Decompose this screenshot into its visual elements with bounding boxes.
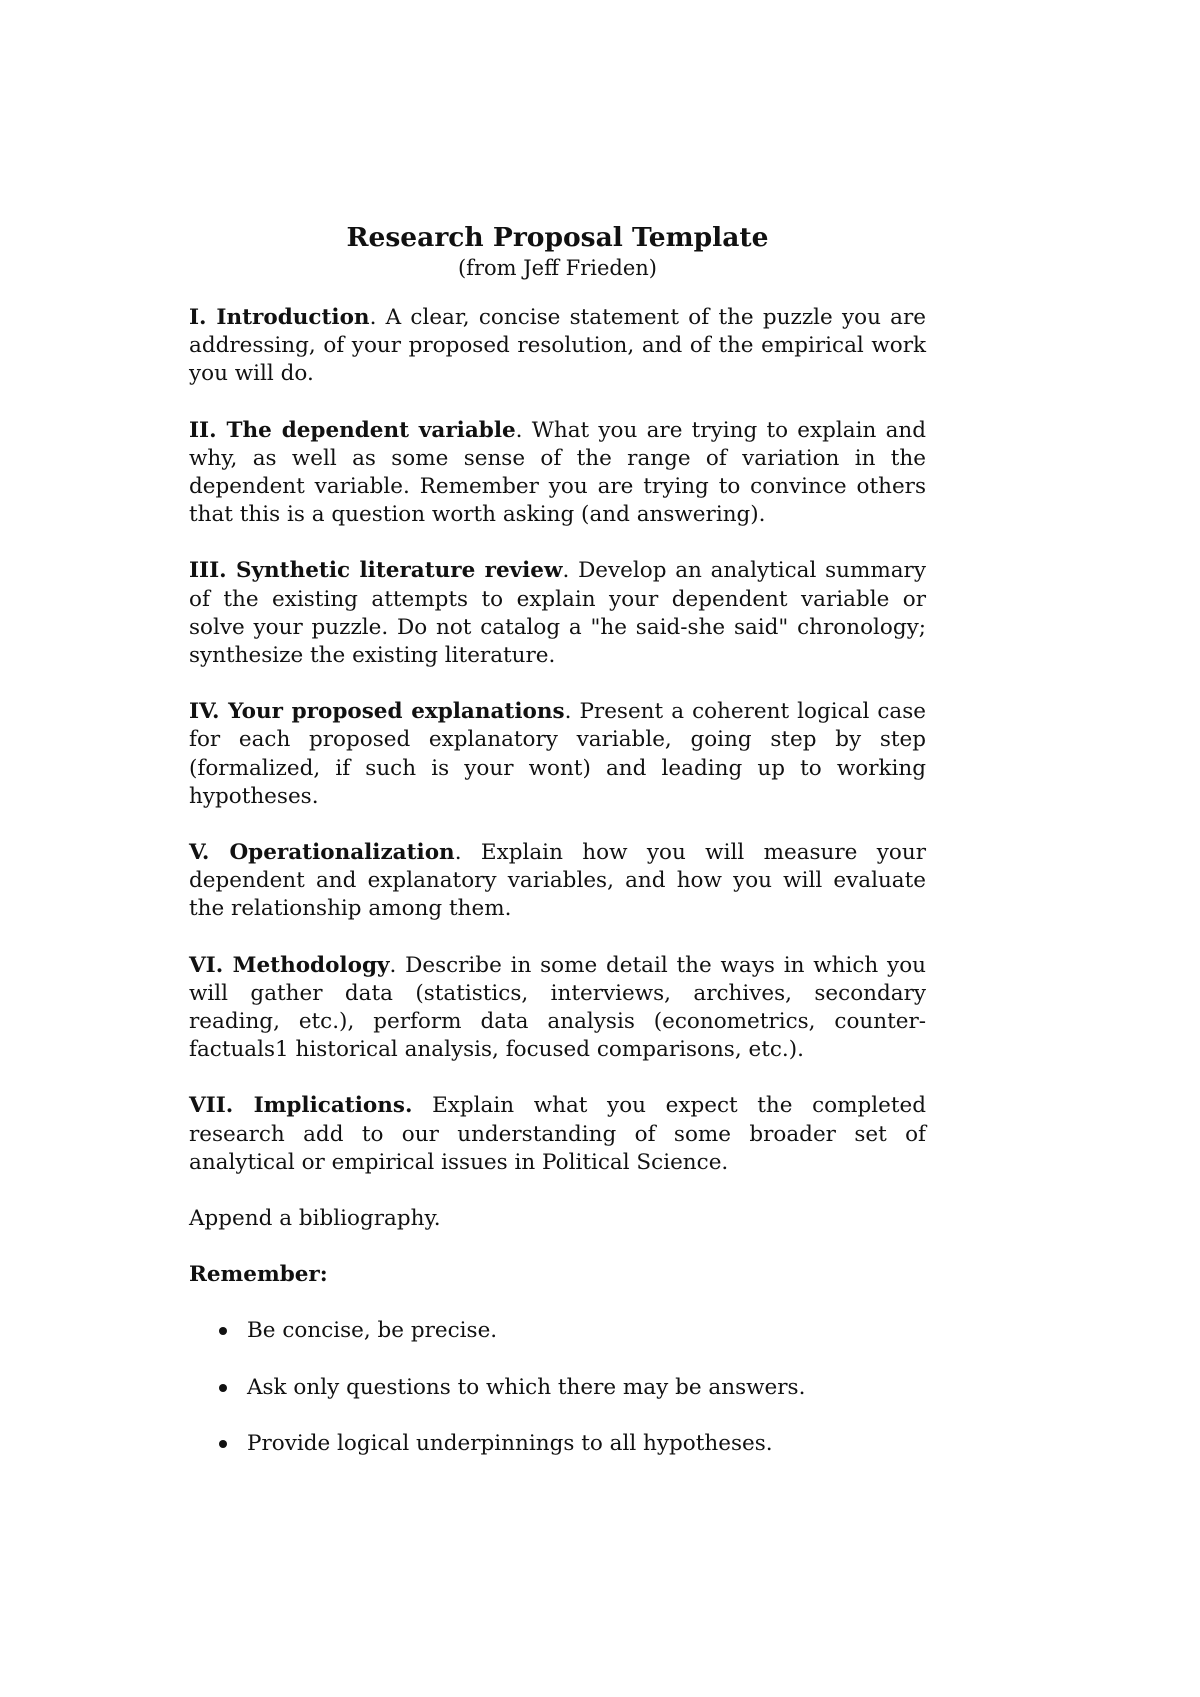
section-heading: II. The dependent variable bbox=[189, 417, 516, 443]
section-heading: VI. Methodology bbox=[189, 952, 390, 978]
section-heading: V. Operationalization bbox=[189, 840, 455, 866]
section-separator: . bbox=[389, 952, 397, 978]
section-text: Explain what you expect the completed research add to our understanding of some broader set of analytical or empirical issues in Political Science. bbox=[189, 1093, 926, 1175]
bullet-icon bbox=[219, 1384, 227, 1392]
document-title: Research Proposal Template bbox=[346, 222, 769, 253]
append-note: Append a bibliography. bbox=[189, 1206, 441, 1232]
section-heading: I. Introduction bbox=[189, 305, 370, 330]
bullet-icon bbox=[219, 1440, 227, 1448]
list-item bbox=[189, 1430, 926, 1458]
section-separator: . bbox=[515, 417, 523, 443]
section-separator: . bbox=[369, 305, 377, 330]
document-page bbox=[189, 222, 926, 1486]
section-text: A clear, concise statement of the puzzle you are addressing, of your proposed resolution, and of the empirical work you will do. bbox=[189, 305, 926, 387]
remember-heading: Remember: bbox=[189, 1262, 328, 1288]
section-proposed-explanations bbox=[189, 698, 926, 811]
section-text: Present a coherent logical case for each proposed explanatory variable, going step by step (formalized, if such is your wont) and leading up to working hypotheses. bbox=[189, 699, 926, 809]
section-introduction bbox=[189, 304, 926, 389]
section-separator: . bbox=[562, 558, 570, 584]
section-heading: III. Synthetic literature review bbox=[189, 558, 563, 584]
bullet-icon bbox=[219, 1327, 227, 1335]
list-item bbox=[189, 1374, 926, 1402]
section-separator: . bbox=[564, 699, 572, 725]
section-dependent-variable bbox=[189, 417, 926, 530]
list-item-text: Ask only questions to which there may be answers. bbox=[247, 1374, 806, 1400]
document-subtitle: (from Jeff Frieden) bbox=[457, 256, 658, 280]
remember-list bbox=[189, 1317, 926, 1458]
section-literature-review bbox=[189, 557, 926, 670]
section-separator: . bbox=[454, 840, 462, 866]
section-text: Describe in some detail the ways in which you will gather data (statistics, interviews, archives, secondary reading, etc.), perform data analysis (econometrics, counter-factuals1 historical analysis, focused comparisons, etc.). bbox=[189, 952, 926, 1063]
section-heading: IV. Your proposed explanations bbox=[189, 699, 565, 725]
section-methodology bbox=[189, 952, 926, 1065]
section-text: Develop an analytical summary of the existing attempts to explain your dependent variable or solve your puzzle. Do not catalog a "he said-she said" chronology; synthesize the existing literature. bbox=[189, 558, 926, 669]
list-item-text: Provide logical underpinnings to all hypotheses. bbox=[247, 1430, 773, 1456]
list-item bbox=[189, 1317, 926, 1345]
list-item-text: Be concise, be precise. bbox=[247, 1318, 498, 1344]
section-implications bbox=[189, 1092, 926, 1177]
section-heading: VII. Implications. bbox=[189, 1093, 413, 1119]
section-text: Explain how you will measure your dependent and explanatory variables, and how you will evaluate the relationship among them. bbox=[189, 840, 926, 922]
section-text: What you are trying to explain and why, as well as some sense of the range of variation in the dependent variable. Remember you are trying to convince others that this is a question worth asking (and answering). bbox=[189, 417, 926, 528]
section-operationalization bbox=[189, 839, 926, 924]
